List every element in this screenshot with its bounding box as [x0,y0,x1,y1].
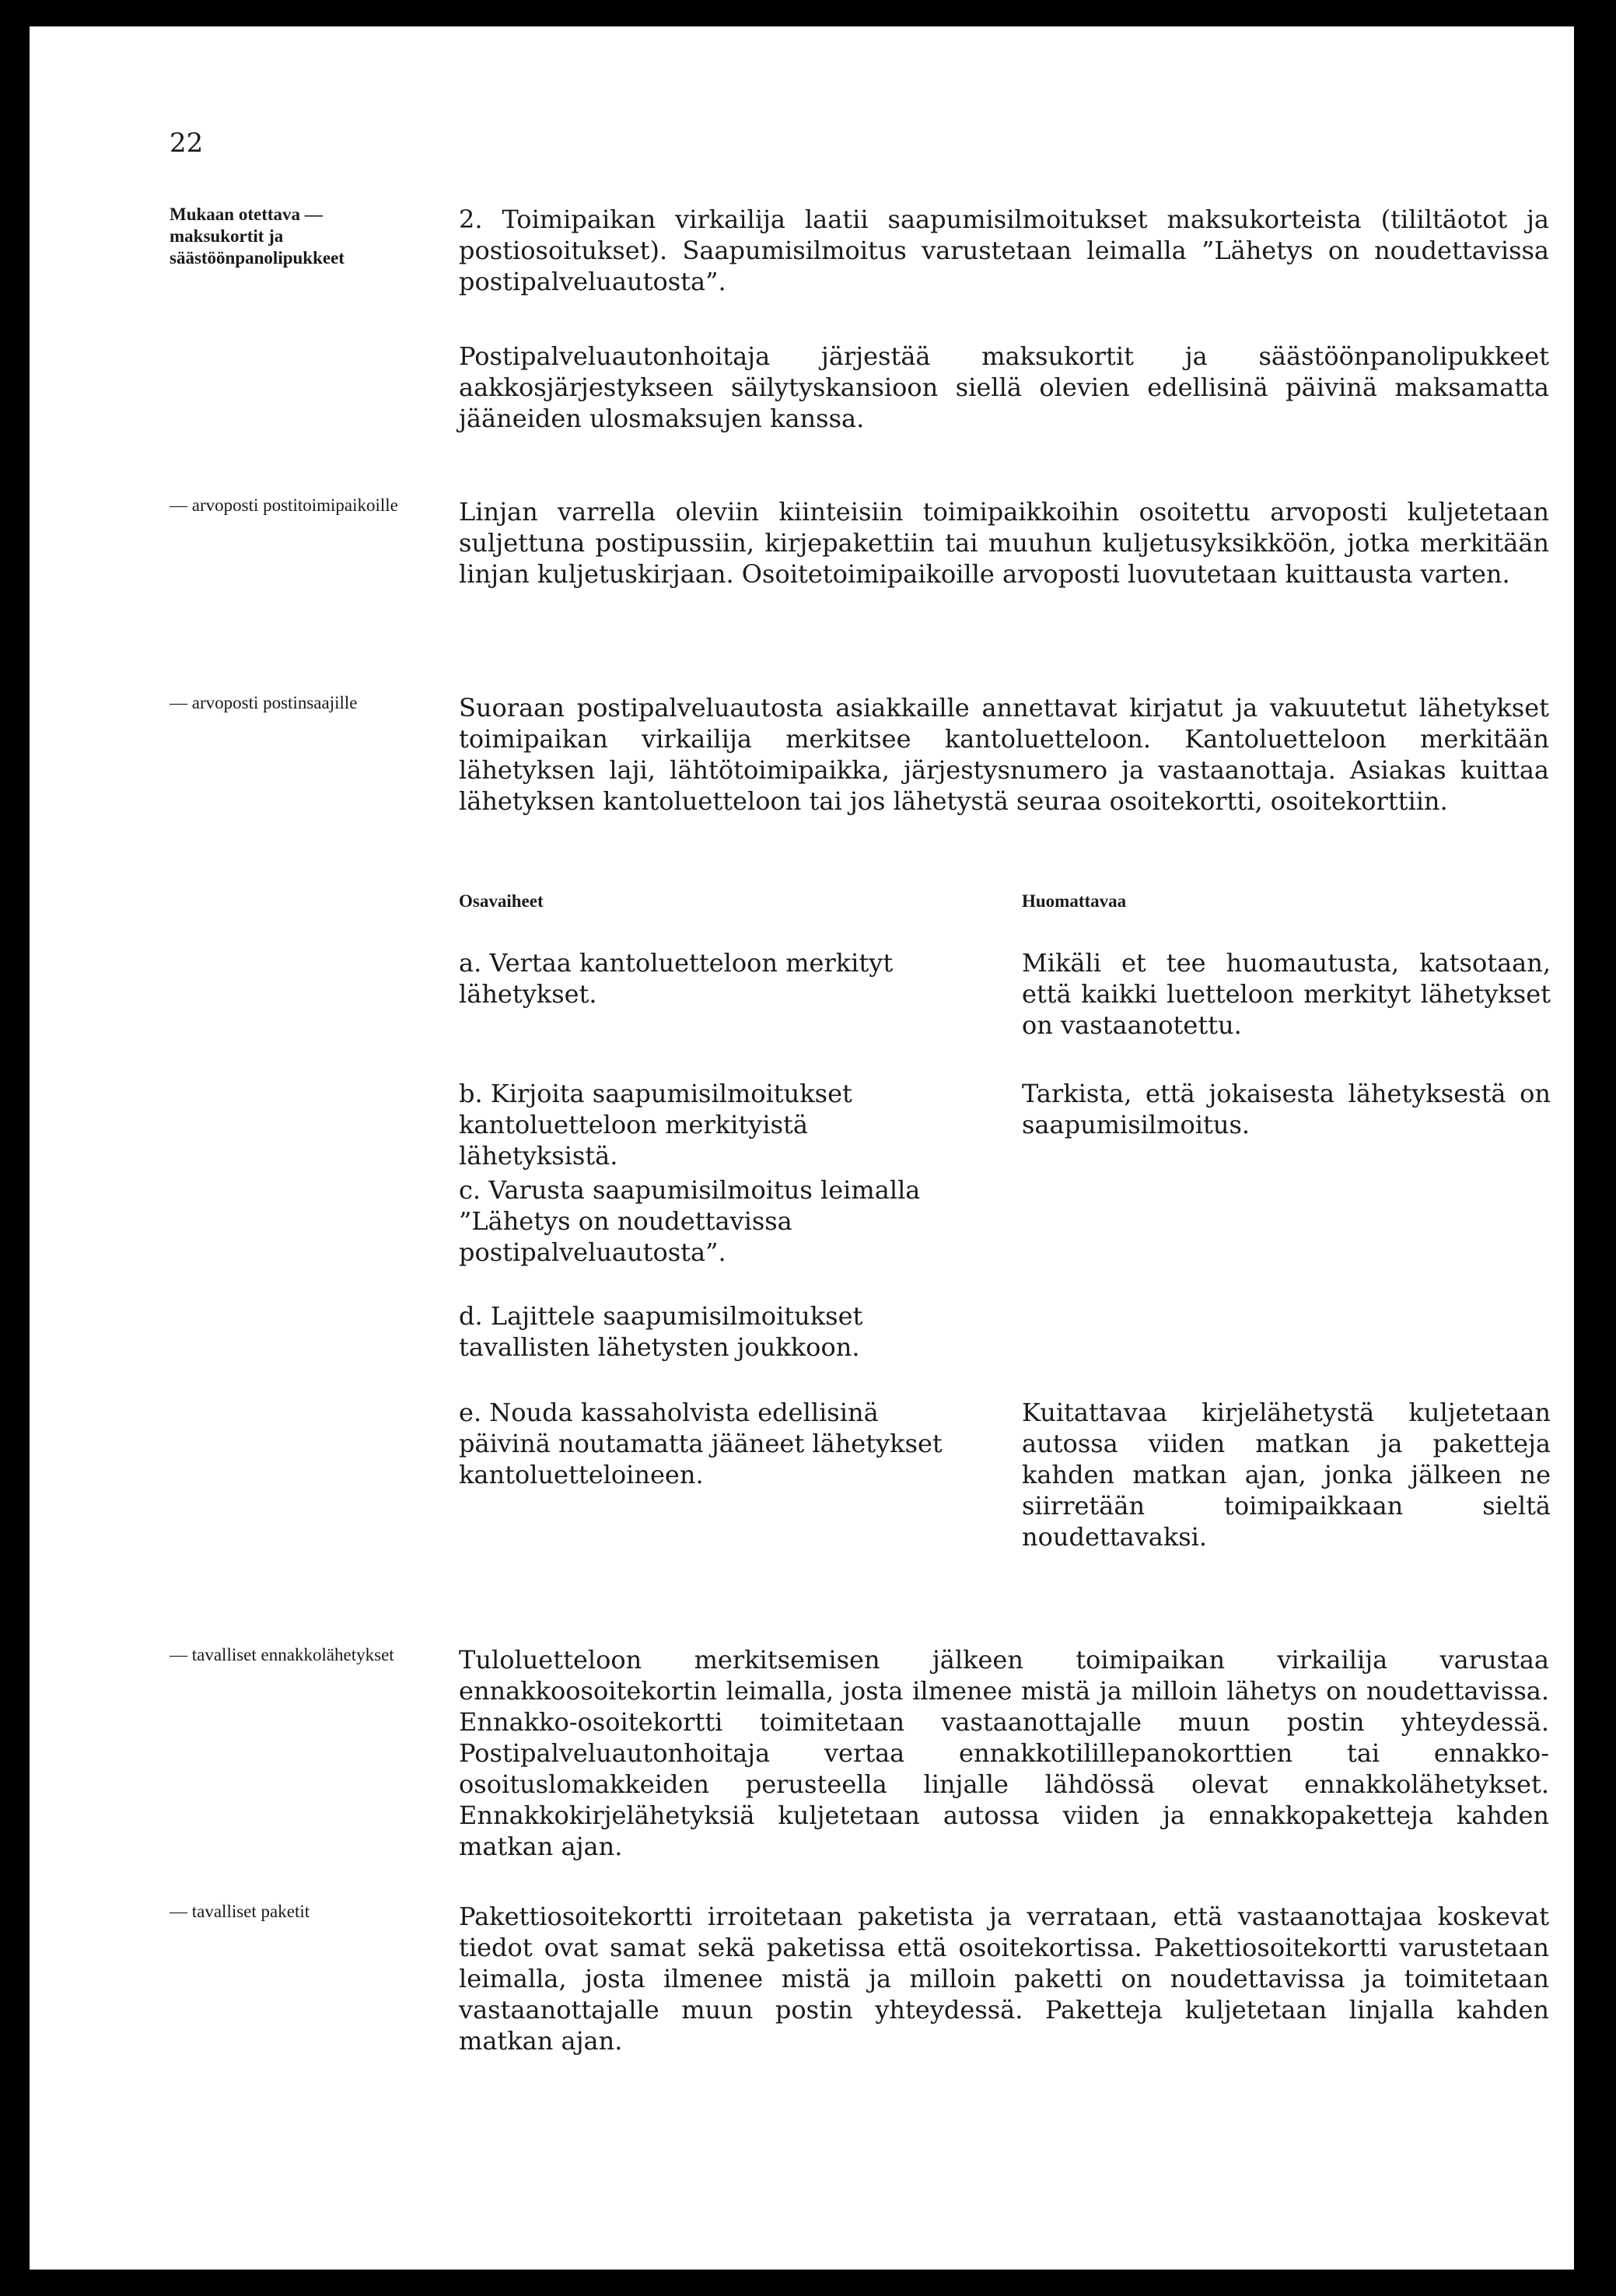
paragraph-postipalveluautonhoitaja: Postipalveluautonhoitaja järjestää maksukortit ja säästöönpanolipukkeet aakkosjärjestykseen säilytyskansioon siellä olevien edellisinä päivinä maksamatta jääneiden ulosmaksujen kanssa. [459,341,1549,433]
column-header-osavaiheet: Osavaiheet [459,891,544,911]
margin-note-arvoposti-postitoimipaikoille: — arvoposti postitoimipaikoille [170,495,398,515]
step-a: a. Vertaa kantoluetteloon merkityt lähetykset. [459,948,894,1009]
margin-note-ennakkolahetykset: — tavalliset ennakkolähetykset [170,1645,394,1664]
column-header-huomattavaa: Huomattavaa [1022,891,1127,911]
note-b: Tarkista, että jokaisesta lähetyksestä on saapumisilmoitus. [1022,1079,1551,1139]
margin-note-arvoposti-postinsaajille: — arvoposti postinsaajille [170,693,358,712]
document-page [30,26,1574,2270]
step-e: e. Nouda kassaholvista edellisinä päivinä noutamatta jääneet lähetykset kantoluetteloineen. [459,1398,943,1489]
note-e: Kuitattavaa kirjelähetystä kuljetetaan autossa viiden matkan ja paketteja kahden matkan ajan, jonka jälkeen ne siirretään toimipaikkaan sieltä noudettavaksi. [1022,1398,1551,1552]
step-b: b. Kirjoita saapumisilmoitukset kantoluetteloon merkityistä lähetyksistä. [459,1079,852,1171]
paragraph-ennakkolahetykset: Tuloluetteloon merkitsemisen jälkeen toimipaikan virkailija varustaa ennakkoosoitekortin leimalla, josta ilmenee mistä ja milloin lähetys on noudettavissa. Ennakko-osoitekortti toimitetaan vastaanottajalle muun postin yhteydessä. Postipalveluautonhoitaja vertaa ennakkotilillepanokorttien tai ennakko-osoituslomakkeiden perusteella linjalle lähdössä olevat ennakkolähetykset. Ennakkokirjelähetyksiä kuljetetaan autossa viiden ja ennakkopaketteja kahden matkan ajan. [459,1645,1549,1861]
note-a: Mikäli et tee huomautusta, katsotaan, että kaikki luetteloon merkityt lähetykset on vastaanotettu. [1022,948,1551,1040]
paragraph-arvoposti-postinsaajille: Suoraan postipalveluautosta asiakkaille annettavat kirjatut ja vakuutetut lähetykset toimipaikan virkailija merkitsee kantoluetteloon. Kantoluetteloon merkitään lähetyksen laji, lähtötoimipaikka, järjestysnumero ja vastaanottaja. Asiakas kuittaa lähetyksen kantoluetteloon tai jos lähetystä seuraa osoitekortti, osoitekorttiin. [459,693,1549,816]
step-d: d. Lajittele saapumisilmoitukset tavallisten lähetysten joukkoon. [459,1301,863,1362]
paragraph-paketit: Pakettiosoitekortti irroitetaan paketista ja verrataan, että vastaanottajaa koskevat tiedot ovat samat sekä paketissa että osoitekortissa. Pakettiosoitekortti varustetaan leimalla, josta ilmenee mistä ja milloin paketti on noudettavissa ja toimitetaan vastaanottajalle muun postin yhteydessä. Paketteja kuljetetaan linjalla kahden matkan ajan. [459,1902,1549,2056]
margin-note-maksukortit: Mukaan otettava — maksukortit ja säästöönpanolipukkeet [170,205,345,268]
paragraph-arvoposti-postitoimipaikoille: Linjan varrella oleviin kiinteisiin toimipaikkoihin osoitettu arvoposti kuljetetaan suljettuna postipussiin, kirjepakettiin tai muuhun kuljetusyksikköön, jotka merkitään linjan kuljetuskirjaan. Osoitetoimipaikoille arvoposti luovutetaan kuittausta varten. [459,497,1549,589]
paragraph-step-2: 2. Toimipaikan virkailija laatii saapumisilmoitukset maksukorteista (tililtäotot ja postiosoitukset). Saapumisilmoitus varustetaan leimalla ”Lähetys on noudettavissa postipalveluautosta”. [459,205,1549,296]
step-c: c. Varusta saapumisilmoitus leimalla ”Lähetys on noudettavissa postipalveluautosta”. [459,1175,921,1267]
page-number: 22 [170,128,204,159]
margin-note-paketit: — tavalliset paketit [170,1902,310,1921]
